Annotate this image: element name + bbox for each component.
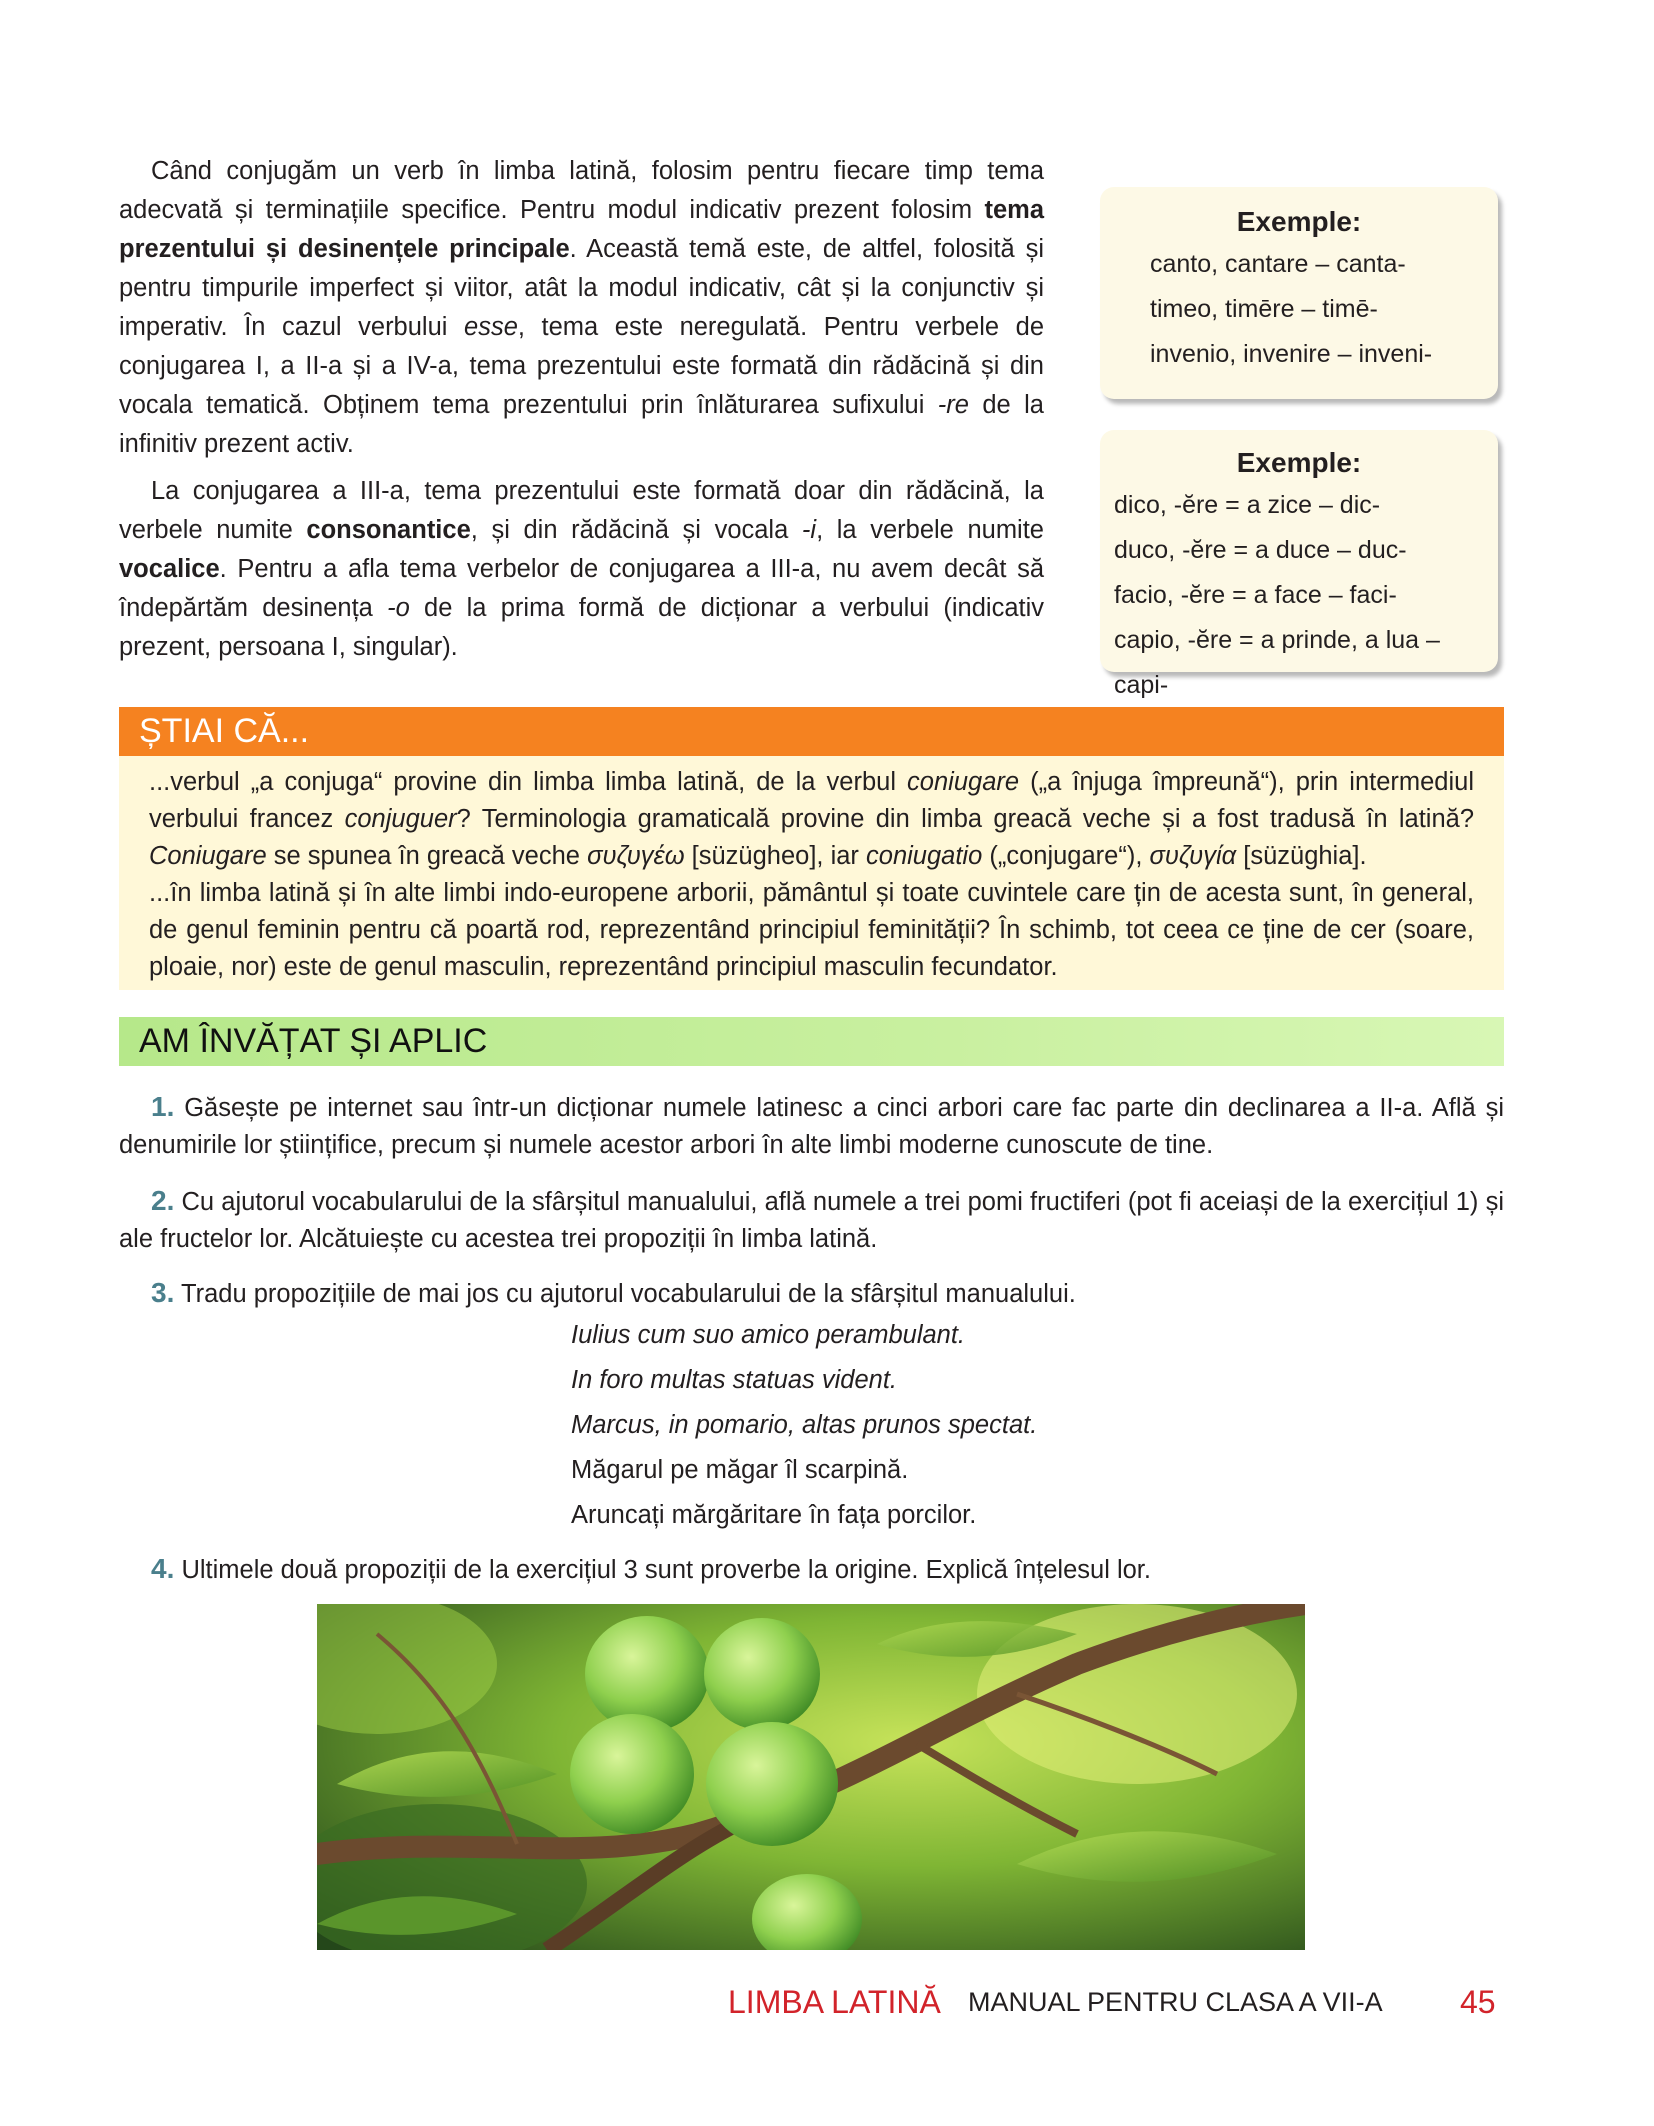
latin-sentence: Iulius cum suo amico perambulant. — [571, 1321, 966, 1349]
footer-manual: MANUAL PENTRU CLASA A VII-A — [968, 1987, 1383, 2017]
stiai-paragraph-2: ...în limba latină și în alte limbi indo-europene arborii, pământul și toate cuvintele care țin de acesta sunt, în general, de genul feminin pentru că poartă rod, reprezentând principiul feminității? În schimb, tot ceea ce ține de cer (soare, ploaie, nor) este de genul masculin, reprezentând principiul masculin fecundator. — [149, 879, 1474, 981]
example-item: capio, -ĕre = a prinde, a lua – capi- — [1114, 626, 1440, 699]
exercise-number: 2. — [151, 1185, 175, 1216]
exercise-4: 4. Ultimele două propoziții de la exercițiul 3 sunt proverbe la origine. Explică înțelesul lor. — [119, 1550, 1504, 1589]
romanian-sentence: Măgarul pe măgar îl scarpină. — [571, 1456, 909, 1484]
exercise-2: 2. Cu ajutorul vocabularului de la sfârșitul manualului, află numele a trei pomi fructiferi (pot fi aceiași de la exercițiul 1) și ale fructelor lor. Alcătuiește cu acestea trei propoziții în limba latină. — [119, 1185, 1504, 1253]
stiai-ca-box — [119, 756, 1504, 990]
footer-subject: LIMBA LATINĂ — [728, 1984, 941, 2020]
stiai-paragraph-1: ...verbul „a conjuga“ provine din limba limba latină, de la verbul coniugare („a înjuga împreună“), prin intermediul verbului francez conjuguer? Terminologia gramaticală provine din limba greacă veche și a fost tradusă în latină? Coniugare se spunea în greacă veche συζυγέω [süzügheo], iar coniugatio („conjugare“), συζυγία [süzüghia]. — [149, 768, 1475, 870]
page-number: 45 — [1460, 1984, 1496, 2020]
examples-box-2 — [1100, 430, 1498, 699]
intro-paragraph-1: Când conjugăm un verb în limba latină, folosim pentru fiecare timp tema adecvată și terminațiile specifice. Pentru modul indicativ prezent folosim tema prezentului și desinențele principale. Această temă este, de altfel, folosită și pentru timpurile imperfect și viitor, atât la modul indicativ, cât și la conjunctiv și imperativ. În cazul verbului esse, tema este neregulată. Pentru verbele de conjugarea I, a II-a și a IV-a, tema prezentului este formată din rădăcină și din vocala tematică. Obținem tema prezentului prin înlăturarea sufixului -re de la infinitiv prezent activ. — [119, 157, 1044, 458]
example-item: timeo, timēre – timē- — [1150, 295, 1378, 323]
example-item: invenio, invenire – inveni- — [1150, 340, 1433, 368]
exercise-3: 3. Tradu propozițiile de mai jos cu ajutorul vocabularului de la sfârșitul manualului. — [119, 1274, 1504, 1313]
exercise-number: 4. — [151, 1553, 175, 1584]
examples-title: Exemple: — [1236, 447, 1362, 478]
exercise-number: 3. — [151, 1277, 175, 1308]
example-item: dico, -ĕre = a zice – dic- — [1114, 491, 1381, 519]
latin-sentence: Marcus, in pomario, altas prunos spectat. — [571, 1411, 1038, 1439]
stiai-ca-heading: ȘTIAI CĂ... — [119, 707, 1504, 756]
aplic-heading: AM ÎNVĂȚAT ȘI APLIC — [119, 1017, 1504, 1066]
latin-sentence: In foro multas statuas vident. — [571, 1366, 897, 1394]
example-item: canto, cantare – canta- — [1150, 250, 1406, 278]
fruit-branch-illustration — [317, 1604, 1305, 1950]
example-item: duco, -ĕre = a duce – duc- — [1114, 536, 1407, 564]
intro-paragraph-2: La conjugarea a III-a, tema prezentului este formată doar din rădăcină, la verbele numite consonantice, și din rădăcină și vocala -i, la verbele numite vocalice. Pentru a afla tema verbelor de conjugarea a III-a, nu avem decât să îndepărtăm desinența -o de la prima formă de dicționar a verbului (indicativ prezent, persoana I, singular). — [119, 477, 1045, 661]
bold-term-tema-prezentului: tema prezentului și desinențele principale — [119, 196, 1044, 263]
examples-title: Exemple: — [1236, 206, 1362, 237]
example-item: facio, -ĕre = a face – faci- — [1114, 581, 1397, 609]
romanian-sentence: Aruncați mărgăritare în fața porcilor. — [571, 1501, 977, 1529]
macadamia-fruit-photo — [317, 1604, 1305, 1950]
examples-box-1 — [1100, 187, 1498, 399]
exercise-number: 1. — [151, 1091, 175, 1122]
exercise-1: 1. Găsește pe internet sau într-un dicționar numele latinesc a cinci arbori care fac parte din declinarea a II-a. Află și denumirile lor științifice, precum și numele acestor arbori în alte limbi moderne cunoscute de tine. — [119, 1091, 1504, 1159]
